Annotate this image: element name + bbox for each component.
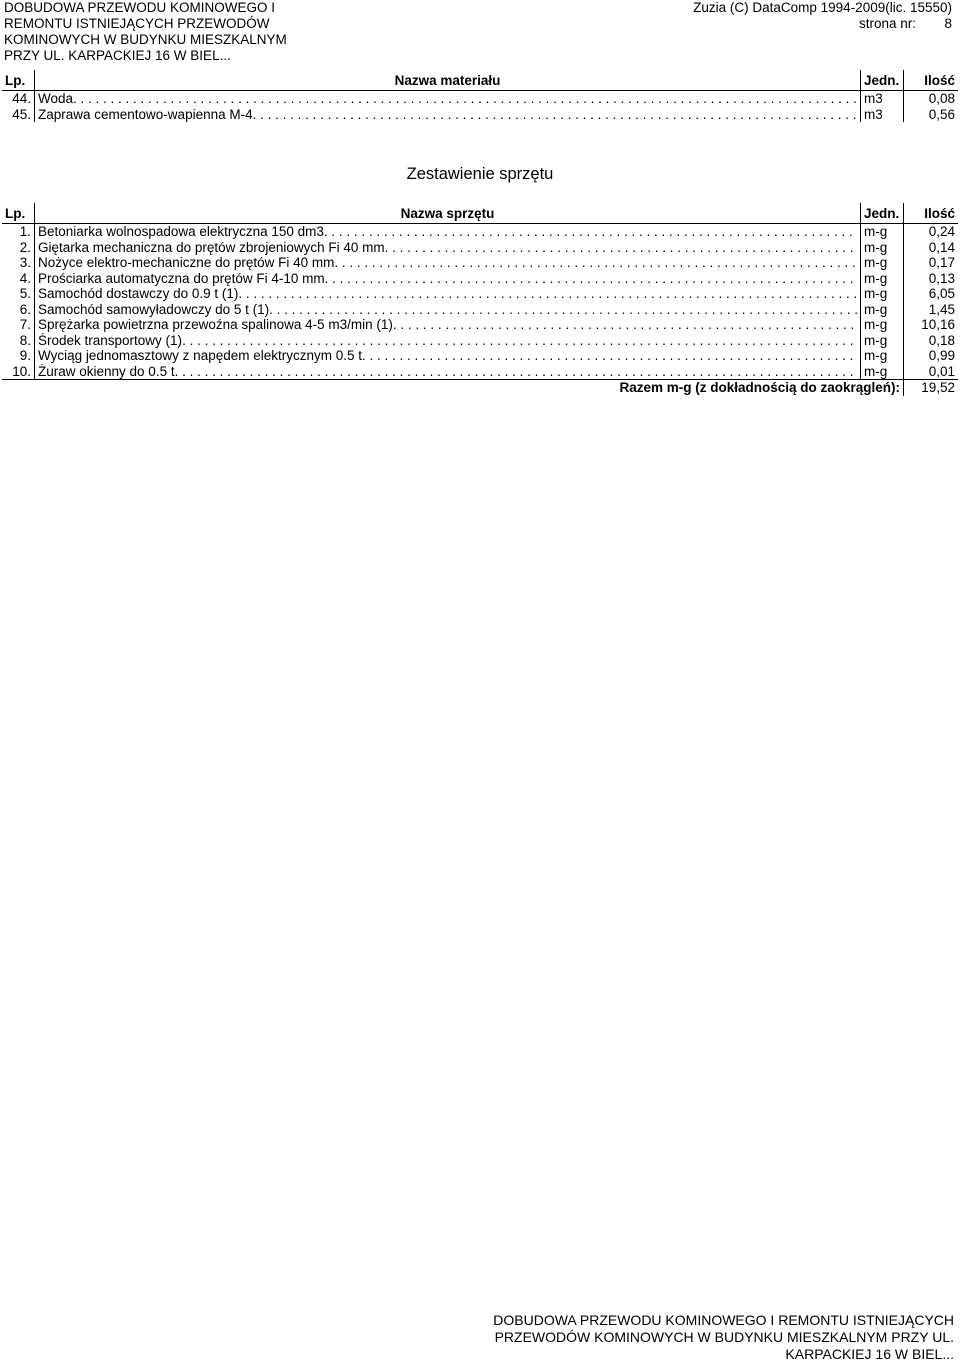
document-title-line: DOBUDOWA PRZEWODU KOMINOWEGO I [4, 0, 276, 15]
document-title-line: PRZY UL. KARPACKIEJ 16 W BIEL... [4, 48, 231, 63]
row-unit: m-g [861, 255, 904, 271]
equipment-body [2, 224, 958, 380]
row-name-cell [35, 317, 861, 333]
row-qty: 0,14 [928, 239, 955, 255]
col-header-lp: Lp. [2, 203, 35, 224]
table-row [2, 317, 958, 333]
col-header-qty: Ilość [904, 203, 959, 224]
row-name: Samochód samowyładowczy do 5 t (1) [38, 301, 270, 317]
row-lp: 6. [2, 302, 35, 318]
leader-dots [334, 255, 857, 270]
equipment-header-row [2, 203, 958, 224]
row-name: Samochód dostawczy do 0.9 t (1) [38, 286, 239, 302]
leader-dots [324, 224, 857, 239]
equipment-table [2, 203, 958, 396]
row-name: Zaprawa cementowo-wapienna M-4 [38, 106, 253, 122]
table-row [2, 286, 958, 302]
row-name: Nożyce elektro-mechaniczne do prętów Fi 40 mm [38, 255, 335, 271]
page-indicator [693, 16, 952, 32]
row-qty: 0,18 [928, 332, 955, 348]
row-lp: 2. [2, 240, 35, 256]
row-lp: 3. [2, 255, 35, 271]
row-qty: 10,16 [921, 317, 955, 333]
section-title: Zestawienie sprzętu [406, 165, 554, 183]
footer-line: KARPACKIEJ 16 W BIEL... [785, 1346, 954, 1362]
software-credit: Zuzia (C) DataComp 1994-2009(lic. 15550) [693, 0, 952, 15]
row-lp: 5. [2, 286, 35, 302]
row-name: Sprężarka powietrzna przewoźna spalinowa 4-5 m3/min (1) [38, 317, 393, 333]
row-name: Wyciąg jednomasztowy z napędem elektrycznym 0.5 t [38, 348, 363, 364]
row-lp: 45. [2, 107, 35, 123]
row-qty: 6,05 [928, 286, 955, 302]
row-unit: m-g [861, 271, 904, 287]
software-info-block [693, 0, 952, 32]
row-unit: m3 [861, 107, 904, 123]
table-row [2, 364, 958, 380]
total-row [2, 380, 958, 396]
leader-dots [385, 240, 857, 255]
row-name-cell [35, 333, 861, 349]
row-lp: 8. [2, 333, 35, 349]
table-row [2, 91, 958, 107]
leader-dots [253, 107, 857, 122]
row-name: Woda [38, 91, 74, 107]
row-lp: 1. [2, 224, 35, 240]
document-title-line: KOMINOWYCH W BUDYNKU MIESZKALNYM [4, 32, 287, 47]
row-name-cell [35, 240, 861, 256]
table-row [2, 348, 958, 364]
col-header-unit: Jedn. [861, 70, 904, 91]
row-qty: 0,13 [928, 270, 955, 286]
row-unit: m-g [861, 333, 904, 349]
row-unit: m-g [861, 302, 904, 318]
row-name: Żuraw okienny do 0.5 t [38, 363, 175, 379]
table-row [2, 255, 958, 271]
footer-line: PRZEWODÓW KOMINOWYCH W BUDYNKU MIESZKALNYM PRZY UL. [494, 1329, 954, 1345]
document-title-line: REMONTU ISTNIEJĄCYCH PRZEWODÓW [4, 16, 270, 31]
row-name: Prościarka automatyczna do prętów Fi 4-10 mm [38, 270, 325, 286]
row-name-cell [35, 224, 861, 240]
leader-dots [269, 302, 857, 317]
row-name: Środek transportowy (1) [38, 332, 183, 348]
row-qty: 0,99 [928, 348, 955, 364]
row-name-cell [35, 271, 861, 287]
row-lp: 44. [2, 91, 35, 107]
table-row [2, 224, 958, 240]
leader-dots [393, 317, 857, 332]
materials-table [2, 70, 958, 122]
table-row [2, 271, 958, 287]
row-name-cell [35, 364, 861, 380]
table-row [2, 333, 958, 349]
row-lp: 9. [2, 348, 35, 364]
total-value: 19,52 [904, 380, 959, 396]
row-qty: 1,45 [928, 301, 955, 317]
row-qty: 0,08 [928, 91, 955, 107]
footer-line: DOBUDOWA PRZEWODU KOMINOWEGO I REMONTU ISTNIEJĄCYCH [493, 1312, 954, 1328]
leader-dots [325, 271, 857, 286]
table-row [2, 240, 958, 256]
col-header-qty: Ilość [904, 70, 959, 91]
footer-title-block [474, 1312, 954, 1363]
row-lp: 10. [2, 364, 35, 380]
materials-body [2, 91, 958, 123]
row-name-cell [35, 91, 861, 107]
table-row [2, 107, 958, 123]
row-name-cell [35, 255, 861, 271]
page-number: 8 [944, 16, 952, 31]
leader-dots [73, 91, 857, 106]
row-unit: m3 [861, 91, 904, 107]
row-unit: m-g [861, 348, 904, 364]
total-label: Razem m-g (z dokładnością do zaokrągleń): [2, 380, 904, 396]
table-row [2, 302, 958, 318]
row-unit: m-g [861, 364, 904, 380]
leader-dots [362, 348, 857, 363]
row-lp: 4. [2, 271, 35, 287]
row-name-cell [35, 348, 861, 364]
row-name: Betoniarka wolnospadowa elektryczna 150 dm3 [38, 224, 324, 240]
row-name-cell [35, 286, 861, 302]
col-header-unit: Jedn. [861, 203, 904, 224]
row-qty: 0,17 [928, 255, 955, 271]
row-name-cell [35, 107, 861, 123]
leader-dots [238, 286, 857, 301]
row-qty: 0,56 [928, 106, 955, 122]
row-unit: m-g [861, 317, 904, 333]
row-name-cell [35, 302, 861, 318]
col-header-name: Nazwa materiału [35, 70, 861, 91]
col-header-lp: Lp. [2, 70, 35, 91]
leader-dots [182, 333, 857, 348]
leader-dots [175, 364, 857, 379]
row-qty: 0,01 [928, 363, 955, 379]
row-qty: 0,24 [928, 224, 955, 240]
page-label: strona nr: [858, 16, 916, 31]
row-unit: m-g [861, 240, 904, 256]
row-unit: m-g [861, 224, 904, 240]
row-unit: m-g [861, 286, 904, 302]
col-header-name: Nazwa sprzętu [35, 203, 861, 224]
row-lp: 7. [2, 317, 35, 333]
materials-header-row [2, 70, 958, 91]
document-title-block [4, 0, 364, 64]
row-name: Giętarka mechaniczna do prętów zbrojeniowych Fi 40 mm [38, 239, 385, 255]
